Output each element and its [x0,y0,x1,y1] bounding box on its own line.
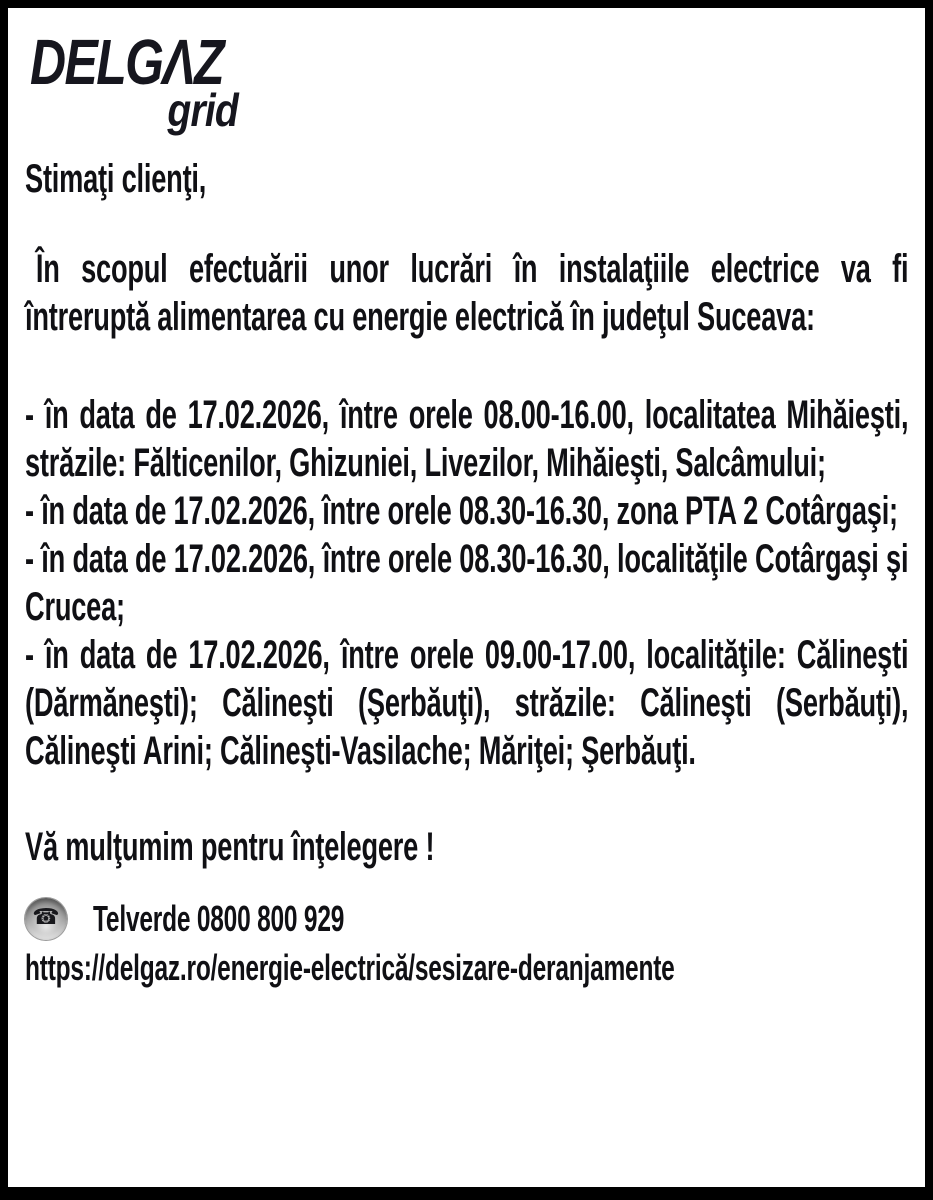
outage-item: - în data de 17.02.2026, între orele 08.30-16.30, zona PTA 2 Cotârgaşi; [25,489,898,533]
delgaz-grid-logo [30,26,238,136]
logo-grid-text: grid [167,84,238,136]
phone-icon [25,898,67,940]
website-url: https://delgaz.ro/energie-electrică/sesizare-deranjamente [25,947,675,988]
outage-item: - în data de 17.02.2026, între orele 09.00-17.00, localităţile: Călineşti (Dărmăneşti); Călineşti (Şerbăuţi), străzile: Călineşti (Serbăuţi), Călineşti Arini; Călineşti-Vasilache; Măriţei; Şerbăuţi. [25,633,909,773]
intro-paragraph: În scopul efectuării unor lucrări în instalaţiile electrice va fi întreruptă alimentarea cu energie electrică în judeţul Suceava: [25,247,909,339]
logo-brand-text: DELGΛZ [30,26,224,98]
telephone-glyph: ☎ [32,905,60,930]
salutation-text: Stimaţi clienţi, [25,157,207,201]
telverde-label: Telverde 0800 800 929 [93,898,345,939]
outage-item: - în data de 17.02.2026, între orele 08.00-16.00, localitatea Mihăieşti, străzile: Fălticenilor, Ghizuniei, Livezilor, Mihăieşti, Salcâmului; [25,393,909,485]
outage-list [25,391,908,775]
thanks-text: Vă mulţumim pentru înţelegere ! [25,825,435,869]
contact-row [25,897,908,941]
announcement-body [8,155,925,989]
outage-item: - în data de 17.02.2026, între orele 08.30-16.30, localităţile Cotârgaşi şi Crucea; [25,537,909,629]
